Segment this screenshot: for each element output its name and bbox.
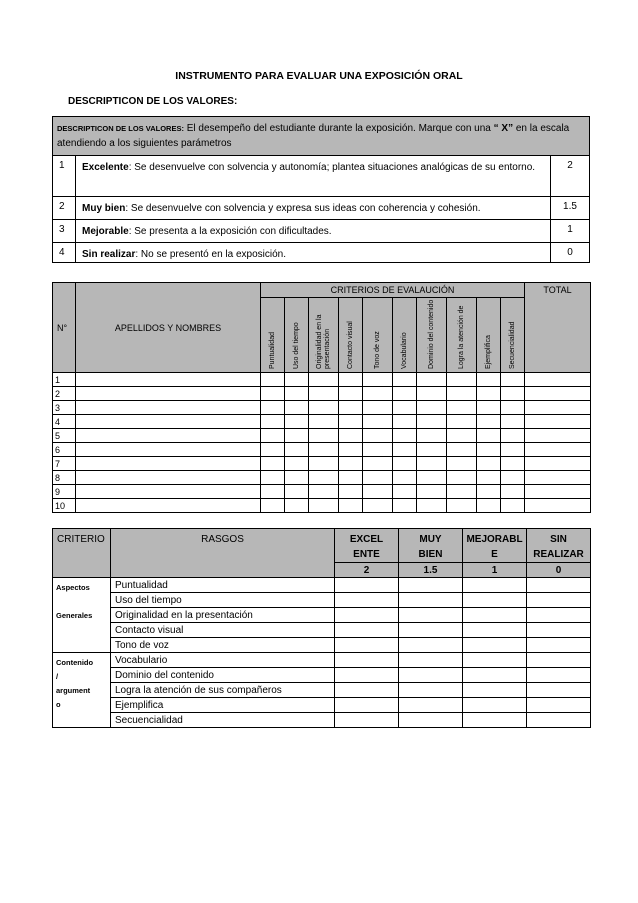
- criterion-score-cell[interactable]: [363, 457, 393, 471]
- level-score: 2: [335, 563, 399, 578]
- values-table: [52, 116, 590, 263]
- criterion-score-cell[interactable]: [477, 387, 501, 401]
- criterion-score-cell[interactable]: [501, 415, 525, 429]
- score-cell[interactable]: [399, 698, 463, 713]
- value-description: [76, 220, 551, 243]
- score-cell[interactable]: [399, 668, 463, 683]
- criterion-score-cell[interactable]: [309, 373, 339, 387]
- criterion-score-cell[interactable]: [477, 471, 501, 485]
- criterion-score-cell[interactable]: [285, 373, 309, 387]
- student-name-cell[interactable]: [76, 499, 261, 513]
- score-cell[interactable]: [527, 578, 591, 593]
- criterion-score-cell[interactable]: [477, 443, 501, 457]
- criterion-score-cell[interactable]: [447, 401, 477, 415]
- value-term: Excelente: [82, 162, 129, 173]
- values-row: [53, 197, 590, 220]
- value-number: 3: [53, 220, 76, 243]
- student-name-cell[interactable]: [76, 401, 261, 415]
- criterion-score-cell[interactable]: [501, 387, 525, 401]
- score-cell[interactable]: [463, 683, 527, 698]
- student-name-cell[interactable]: [76, 485, 261, 499]
- trait: Originalidad en la presentación: [111, 608, 335, 623]
- criterion-score-cell[interactable]: [261, 457, 285, 471]
- criterion-score-cell[interactable]: [363, 415, 393, 429]
- criterion-score-cell[interactable]: [393, 401, 417, 415]
- criterion-score-cell[interactable]: [393, 387, 417, 401]
- values-row: [53, 243, 590, 263]
- criterion-score-cell[interactable]: [447, 485, 477, 499]
- criterion-score-cell[interactable]: [417, 443, 447, 457]
- criterion-score-cell[interactable]: [501, 373, 525, 387]
- student-row: [53, 471, 591, 485]
- criteria-header: CRITERIOS DE EVALAUCIÓN: [261, 283, 525, 298]
- trait: Secuencialidad: [111, 713, 335, 728]
- trait: Dominio del contenido: [111, 668, 335, 683]
- student-row: [53, 485, 591, 499]
- criterion-score-cell[interactable]: [309, 429, 339, 443]
- student-number: 6: [53, 443, 76, 457]
- trait: Logra la atención de sus compañeros: [111, 683, 335, 698]
- criterion-score-cell[interactable]: [339, 387, 363, 401]
- score-cell[interactable]: [463, 713, 527, 728]
- value-number: 1: [53, 156, 76, 197]
- criterion-score-cell[interactable]: [447, 429, 477, 443]
- value-number: 2: [53, 197, 76, 220]
- criterion-score-cell[interactable]: [261, 429, 285, 443]
- criterion-score-cell[interactable]: [477, 457, 501, 471]
- score-cell[interactable]: [463, 653, 527, 668]
- criterion-score-cell[interactable]: [447, 387, 477, 401]
- score-cell[interactable]: [463, 623, 527, 638]
- criterion-score-cell[interactable]: [447, 499, 477, 513]
- value-desc: : Se presenta a la exposición con dificultades.: [128, 226, 332, 237]
- score-cell[interactable]: [335, 668, 399, 683]
- criterion-header: Uso del tiempo: [285, 298, 309, 373]
- criterion-score-cell[interactable]: [501, 401, 525, 415]
- criterion-header: Logra la atención de: [447, 298, 477, 373]
- criterion-score-cell[interactable]: [477, 485, 501, 499]
- criterion-score-cell[interactable]: [363, 499, 393, 513]
- score-cell[interactable]: [527, 638, 591, 653]
- criterion-score-cell[interactable]: [339, 443, 363, 457]
- criterion-score-cell[interactable]: [309, 401, 339, 415]
- score-cell[interactable]: [463, 608, 527, 623]
- criterion-score-cell[interactable]: [501, 471, 525, 485]
- score-cell[interactable]: [335, 698, 399, 713]
- score-cell[interactable]: [527, 668, 591, 683]
- criterion-score-cell[interactable]: [363, 429, 393, 443]
- values-header-text2: en la escala atendiendo a los siguientes parámetros: [57, 123, 570, 149]
- criterion-score-cell[interactable]: [393, 485, 417, 499]
- student-row: [53, 387, 591, 401]
- score-cell[interactable]: [335, 653, 399, 668]
- value-desc: : Se desenvuelve con solvencia y expresa sus ideas con coherencia y cohesión.: [125, 203, 481, 214]
- criterion-header: Originalidad en la presentación: [309, 298, 339, 373]
- trait: Puntualidad: [111, 578, 335, 593]
- score-cell[interactable]: [527, 593, 591, 608]
- student-number: 3: [53, 401, 76, 415]
- criterion-score-cell[interactable]: [261, 401, 285, 415]
- trait: Tono de voz: [111, 638, 335, 653]
- total-cell[interactable]: [525, 485, 591, 499]
- level-header: MUY BIEN: [399, 529, 463, 563]
- values-header-label: DESCRIPTICON DE LOS VALORES:: [57, 124, 184, 133]
- value-description: [76, 156, 551, 197]
- value-score: 0: [551, 243, 590, 263]
- value-desc: : No se presentó en la exposición.: [135, 249, 287, 260]
- criterion-score-cell[interactable]: [417, 387, 447, 401]
- criterion-header: Contacto visual: [339, 298, 363, 373]
- criterion-score-cell[interactable]: [309, 457, 339, 471]
- score-cell[interactable]: [399, 713, 463, 728]
- student-number: 2: [53, 387, 76, 401]
- criterion-score-cell[interactable]: [285, 499, 309, 513]
- criterion-header: Dominio del contenido: [417, 298, 447, 373]
- student-row: [53, 415, 591, 429]
- student-name-cell[interactable]: [76, 429, 261, 443]
- values-row: [53, 156, 590, 197]
- criterion-score-cell[interactable]: [339, 415, 363, 429]
- criterion-score-cell[interactable]: [501, 499, 525, 513]
- score-cell[interactable]: [399, 593, 463, 608]
- criterion-score-cell[interactable]: [261, 471, 285, 485]
- score-cell[interactable]: [335, 683, 399, 698]
- criterion-score-cell[interactable]: [417, 499, 447, 513]
- score-cell[interactable]: [399, 608, 463, 623]
- criterion-score-cell[interactable]: [363, 401, 393, 415]
- total-cell[interactable]: [525, 401, 591, 415]
- score-cell[interactable]: [527, 653, 591, 668]
- student-number: 10: [53, 499, 76, 513]
- student-name-cell[interactable]: [76, 415, 261, 429]
- total-cell[interactable]: [525, 471, 591, 485]
- score-cell[interactable]: [335, 713, 399, 728]
- criterion-score-cell[interactable]: [417, 471, 447, 485]
- score-cell[interactable]: [463, 578, 527, 593]
- criterion-score-cell[interactable]: [309, 499, 339, 513]
- criterion-score-cell[interactable]: [261, 415, 285, 429]
- total-cell[interactable]: [525, 457, 591, 471]
- student-name-cell[interactable]: [76, 387, 261, 401]
- criterion-score-cell[interactable]: [393, 457, 417, 471]
- criterion-score-cell[interactable]: [339, 373, 363, 387]
- values-header-mark: “ X”: [493, 123, 514, 134]
- criterion-score-cell[interactable]: [417, 429, 447, 443]
- criterion-score-cell[interactable]: [363, 471, 393, 485]
- value-term: Sin realizar: [82, 249, 136, 260]
- criterion-score-cell[interactable]: [417, 457, 447, 471]
- score-cell[interactable]: [399, 623, 463, 638]
- score-cell[interactable]: [527, 608, 591, 623]
- criterion-score-cell[interactable]: [501, 485, 525, 499]
- criterion-score-cell[interactable]: [417, 415, 447, 429]
- criterion-score-cell[interactable]: [501, 429, 525, 443]
- criterion-score-cell[interactable]: [477, 401, 501, 415]
- student-name-cell[interactable]: [76, 457, 261, 471]
- criterion-score-cell[interactable]: [339, 429, 363, 443]
- criterion-score-cell[interactable]: [309, 443, 339, 457]
- level-header: EXCEL ENTE: [335, 529, 399, 563]
- student-row: [53, 373, 591, 387]
- value-score: 1.5: [551, 197, 590, 220]
- student-name-cell[interactable]: [76, 471, 261, 485]
- total-cell[interactable]: [525, 499, 591, 513]
- student-row: [53, 401, 591, 415]
- score-cell[interactable]: [335, 638, 399, 653]
- criterion-score-cell[interactable]: [339, 485, 363, 499]
- criterion-score-cell[interactable]: [261, 443, 285, 457]
- criterion-score-cell[interactable]: [393, 373, 417, 387]
- evaluation-table: [52, 282, 591, 513]
- level-score: 0: [527, 563, 591, 578]
- value-description: [76, 243, 551, 263]
- criterion-header: Puntualidad: [261, 298, 285, 373]
- score-cell[interactable]: [463, 638, 527, 653]
- criterion-score-cell[interactable]: [309, 415, 339, 429]
- score-cell[interactable]: [399, 653, 463, 668]
- student-name-cell[interactable]: [76, 373, 261, 387]
- criterion-score-cell[interactable]: [477, 415, 501, 429]
- student-number: 4: [53, 415, 76, 429]
- level-score: 1: [463, 563, 527, 578]
- criterion-score-cell[interactable]: [477, 373, 501, 387]
- criterion-score-cell[interactable]: [339, 499, 363, 513]
- criterion-score-cell[interactable]: [393, 443, 417, 457]
- score-cell[interactable]: [399, 683, 463, 698]
- criterion-score-cell[interactable]: [393, 499, 417, 513]
- criterion-score-cell[interactable]: [339, 457, 363, 471]
- criterion-score-cell[interactable]: [417, 485, 447, 499]
- value-desc: : Se desenvuelve con solvencia y autonomía; plantea situaciones analógicas de su entorno.: [128, 162, 536, 173]
- score-cell[interactable]: [335, 593, 399, 608]
- criterion-score-cell[interactable]: [339, 401, 363, 415]
- criterio-header: CRITERIO: [53, 529, 111, 578]
- values-header-text: El desempeño del estudiante durante la exposición. Marque con una: [183, 123, 494, 134]
- score-cell[interactable]: [335, 578, 399, 593]
- student-number: 7: [53, 457, 76, 471]
- student-row: [53, 429, 591, 443]
- value-number: 4: [53, 243, 76, 263]
- criterion-score-cell[interactable]: [285, 415, 309, 429]
- criterion-score-cell[interactable]: [261, 485, 285, 499]
- total-cell[interactable]: [525, 373, 591, 387]
- criterion-score-cell[interactable]: [501, 457, 525, 471]
- score-cell[interactable]: [399, 638, 463, 653]
- criterion-score-cell[interactable]: [285, 471, 309, 485]
- student-number: 1: [53, 373, 76, 387]
- criterion-score-cell[interactable]: [477, 429, 501, 443]
- score-cell[interactable]: [463, 698, 527, 713]
- values-table-header: [53, 117, 590, 156]
- criterion-score-cell[interactable]: [477, 499, 501, 513]
- level-header: SIN REALIZAR: [527, 529, 591, 563]
- rasgos-header: RASGOS: [111, 529, 335, 578]
- trait: Contacto visual: [111, 623, 335, 638]
- score-cell[interactable]: [527, 713, 591, 728]
- trait: Vocabulario: [111, 653, 335, 668]
- trait: Uso del tiempo: [111, 593, 335, 608]
- criterion-score-cell[interactable]: [393, 471, 417, 485]
- criterion-score-cell[interactable]: [285, 387, 309, 401]
- score-cell[interactable]: [335, 608, 399, 623]
- student-row: [53, 457, 591, 471]
- criterion-header: Ejemplifica: [477, 298, 501, 373]
- criterion-score-cell[interactable]: [447, 471, 477, 485]
- criterion-score-cell[interactable]: [447, 415, 477, 429]
- criterion-score-cell[interactable]: [285, 485, 309, 499]
- total-cell[interactable]: [525, 443, 591, 457]
- level-score: 1.5: [399, 563, 463, 578]
- score-cell[interactable]: [527, 698, 591, 713]
- score-cell[interactable]: [527, 623, 591, 638]
- value-description: [76, 197, 551, 220]
- criterion-score-cell[interactable]: [285, 401, 309, 415]
- score-cell[interactable]: [399, 578, 463, 593]
- criterion-score-cell[interactable]: [309, 387, 339, 401]
- criterion-score-cell[interactable]: [309, 471, 339, 485]
- rubric-table: [52, 528, 591, 728]
- criterion-score-cell[interactable]: [363, 485, 393, 499]
- trait: Ejemplifica: [111, 698, 335, 713]
- number-header: N°: [53, 283, 76, 373]
- page-subtitle: DESCRIPTICON DE LOS VALORES:: [68, 96, 238, 107]
- criterion-header: Vocabulario: [393, 298, 417, 373]
- criterion-score-cell[interactable]: [501, 443, 525, 457]
- score-cell[interactable]: [463, 668, 527, 683]
- student-name-cell[interactable]: [76, 443, 261, 457]
- criterion-score-cell[interactable]: [261, 387, 285, 401]
- level-header: MEJORABL E: [463, 529, 527, 563]
- name-header: APELLIDOS Y NOMBRES: [76, 283, 261, 373]
- criterion-header: Tono de voz: [363, 298, 393, 373]
- criterion-score-cell[interactable]: [363, 373, 393, 387]
- score-cell[interactable]: [335, 623, 399, 638]
- values-row: [53, 220, 590, 243]
- value-term: Mejorable: [82, 226, 129, 237]
- criterion-score-cell[interactable]: [285, 443, 309, 457]
- total-cell[interactable]: [525, 415, 591, 429]
- value-term: Muy bien: [82, 203, 126, 214]
- criterion-score-cell[interactable]: [309, 485, 339, 499]
- total-cell[interactable]: [525, 387, 591, 401]
- page-title: INSTRUMENTO PARA EVALUAR UNA EXPOSICIÓN ORAL: [175, 70, 463, 82]
- student-row: [53, 499, 591, 513]
- score-cell[interactable]: [463, 593, 527, 608]
- value-score: 1: [551, 220, 590, 243]
- criterion-score-cell[interactable]: [447, 457, 477, 471]
- value-score: 2: [551, 156, 590, 197]
- student-number: 8: [53, 471, 76, 485]
- criterion-score-cell[interactable]: [339, 471, 363, 485]
- score-cell[interactable]: [527, 683, 591, 698]
- category-cell: Aspectos Generales: [53, 578, 111, 653]
- criterion-score-cell[interactable]: [417, 373, 447, 387]
- criterion-score-cell[interactable]: [447, 443, 477, 457]
- criterion-score-cell[interactable]: [363, 443, 393, 457]
- criterion-header: Secuencialidad: [501, 298, 525, 373]
- criterion-score-cell[interactable]: [393, 415, 417, 429]
- total-header: TOTAL: [525, 283, 591, 373]
- criterion-score-cell[interactable]: [285, 429, 309, 443]
- criterion-score-cell[interactable]: [285, 457, 309, 471]
- criterion-score-cell[interactable]: [363, 387, 393, 401]
- total-cell[interactable]: [525, 429, 591, 443]
- criterion-score-cell[interactable]: [447, 373, 477, 387]
- criterion-score-cell[interactable]: [261, 499, 285, 513]
- student-number: 9: [53, 485, 76, 499]
- criterion-score-cell[interactable]: [417, 401, 447, 415]
- student-number: 5: [53, 429, 76, 443]
- criterion-score-cell[interactable]: [261, 373, 285, 387]
- category-cell: Contenido / argument o: [53, 653, 111, 728]
- student-row: [53, 443, 591, 457]
- criterion-score-cell[interactable]: [393, 429, 417, 443]
